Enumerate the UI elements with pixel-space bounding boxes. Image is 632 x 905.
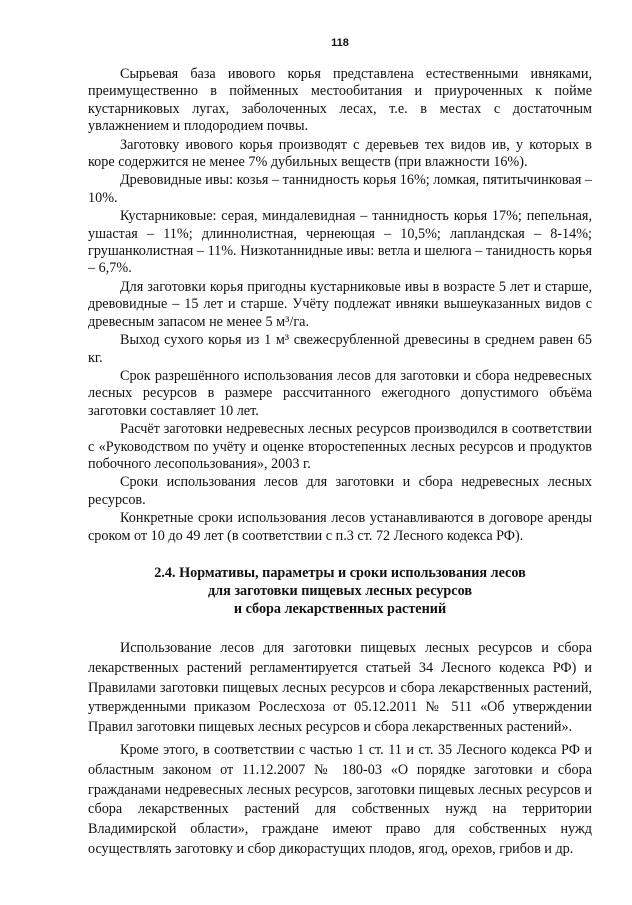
paragraph: Сырьевая база ивового корья представлена естественными ивняками, преимущественно в пойменных местообитания и приуроченных к пойме кустарниковых лугах, заболоченных лесах, т.е. в местах с достаточным увлажнением и плодородием почвы. — [88, 66, 592, 135]
paragraph: Расчёт заготовки недревесных лесных ресурсов производился в соответствии с «Руководством по учёту и оценке второстепенных лесных ресурсов и продуктов побочного лесопользования», 2003 г. — [88, 421, 592, 472]
paragraph: Древовидные ивы: козья – таннидность корья 16%; ломкая, пятитычинковая – 10%. — [88, 172, 592, 206]
section-food-resources — [88, 639, 592, 860]
heading-line: и сбора лекарственных растений — [233, 600, 447, 617]
page-number: 118 — [331, 37, 349, 49]
heading-line: для заготовки пищевых лесных ресурсов — [207, 582, 472, 599]
section-heading — [88, 564, 592, 618]
paragraph: Кроме этого, в соответствии с частью 1 ст. 11 и ст. 35 Лесного кодекса РФ и областным законом от 11.12.2007 № 180-03 «О порядке заготовки и сбора гражданами недревесных лесных ресурсов, заготовки пищевых лесных ресурсов и сбора лекарственных растений для собственных нужд на территории Владимирской области», граждане имеют право для собственных нужд осуществлять заготовку и сбор дикорастущих плодов, ягод, орехов, грибов и др. — [88, 741, 592, 857]
section-raw-material — [88, 66, 592, 545]
paragraph: Конкретные сроки использования лесов устанавливаются в договоре аренды сроком от 10 до 49 лет (в соответствии с п.3 ст. 72 Лесного кодекса РФ). — [88, 510, 592, 544]
paragraph: Заготовку ивового корья производят с деревьев тех видов ив, у которых в коре содержится не менее 7% дубильных веществ (при влажности 16%). — [88, 136, 592, 171]
paragraph: Сроки использования лесов для заготовки и сбора недревесных лесных ресурсов. — [88, 474, 592, 508]
paragraph: Выход сухого корья из 1 м³ свежесрубленной древесины в среднем равен 65 кг. — [88, 332, 592, 366]
paragraph: Использование лесов для заготовки пищевых лесных ресурсов и сбора лекарственных растений регламентируется статьей 34 Лесного кодекса РФ) и Правилами заготовки пищевых лесных ресурсов и сбора лекарственных растений, утвержденными приказом Рослесхоза от 05.12.2011 № 511 «Об утверждении Правил заготовки пищевых лесных ресурсов и сбора лекарственных растений». — [88, 639, 592, 736]
paragraph: Кустарниковые: серая, миндалевидная – таннидность корья 17%; пепельная, ушастая – 11%; длиннолистная, чернеющая – 10,5%; лапландская – 8-14%; грушанколистная – 11%. Низкотаннидные ивы: ветла и шелюга – танидность корья – 6,7%. — [88, 208, 592, 277]
paragraph: Срок разрешённого использования лесов для заготовки и сбора недревесных лесных ресурсов в размере рассчитанного ежегодного допустимого объёма заготовки составляет 10 лет. — [88, 367, 592, 419]
heading-line: 2.4. Нормативы, параметры и сроки использования лесов — [154, 564, 526, 581]
paragraph: Для заготовки корья пригодны кустарниковые ивы в возрасте 5 лет и старше, древовидные – 15 лет и старше. Учёту подлежат ивняки вышеуказанных видов с древесным запасом не менее 5 м³/га. — [88, 278, 592, 330]
